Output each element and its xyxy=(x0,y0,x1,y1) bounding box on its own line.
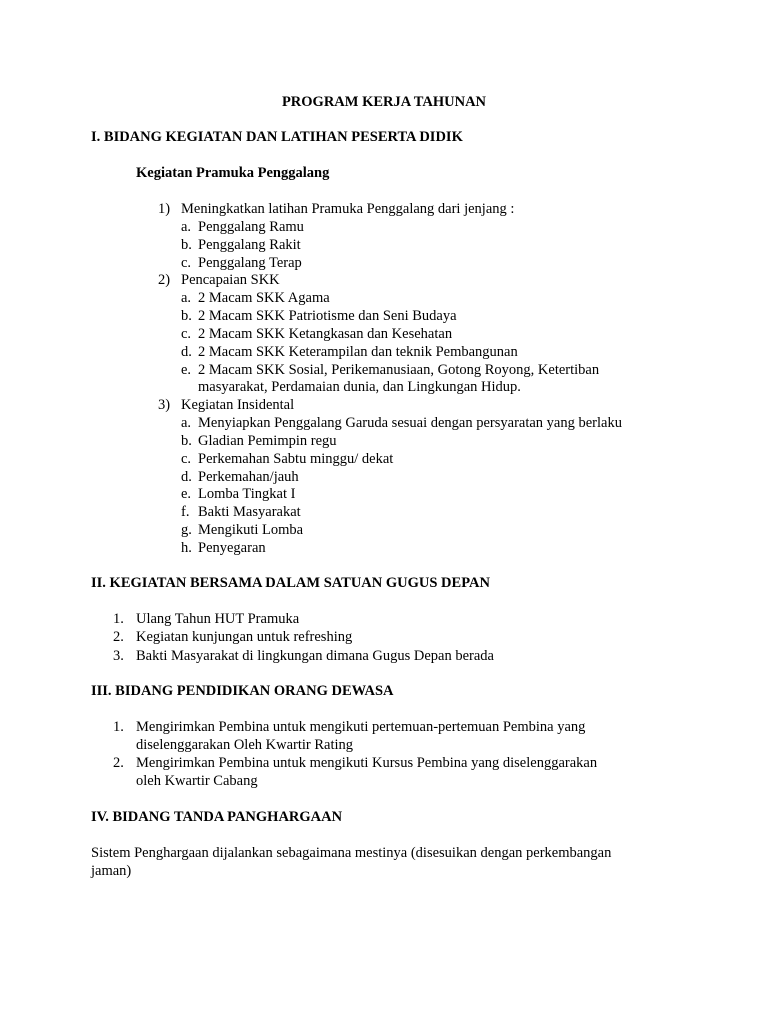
list-number: 1. xyxy=(113,719,124,735)
list-letter: c. xyxy=(181,326,192,342)
list-letter: b. xyxy=(181,433,192,449)
list-letter: e. xyxy=(181,486,192,502)
list-subitem: Penggalang Terap xyxy=(198,255,302,271)
list-subitem: Mengikuti Lomba xyxy=(198,522,304,538)
list-subitem: Lomba Tingkat I xyxy=(198,486,296,502)
list-letter: a. xyxy=(181,219,192,235)
list-letter: a. xyxy=(181,290,192,306)
paragraph-line: jaman) xyxy=(91,863,132,879)
list-number: 3) xyxy=(158,397,171,413)
list-subitem: Menyiapkan Penggalang Garuda sesuai dengan persyaratan yang berlaku xyxy=(198,415,622,431)
list-letter: c. xyxy=(181,451,192,467)
list-item-continuation: diselenggarakan Oleh Kwartir Rating xyxy=(136,737,354,753)
list-letter: e. xyxy=(181,362,192,378)
section-1-subheading: Kegiatan Pramuka Penggalang xyxy=(136,165,330,181)
document-title: PROGRAM KERJA TAHUNAN xyxy=(281,94,487,110)
list-number: 3. xyxy=(113,648,124,664)
list-subitem: 2 Macam SKK Agama xyxy=(198,290,330,306)
list-number: 2. xyxy=(113,755,124,771)
list-item: Ulang Tahun HUT Pramuka xyxy=(136,611,300,627)
list-letter: a. xyxy=(181,415,192,431)
list-subitem: Perkemahan/jauh xyxy=(198,469,299,485)
list-subitem-continuation: masyarakat, Perdamaian dunia, dan Lingkungan Hidup. xyxy=(198,379,521,395)
list-item: Mengirimkan Pembina untuk mengikuti Kursus Pembina yang diselenggarakan xyxy=(136,755,598,771)
list-subitem: 2 Macam SKK Keterampilan dan teknik Pembangunan xyxy=(198,344,518,360)
list-letter: c. xyxy=(181,255,192,271)
section-1-heading: I. BIDANG KEGIATAN DAN LATIHAN PESERTA DIDIK xyxy=(91,129,463,145)
list-letter: d. xyxy=(181,344,192,360)
list-number: 1. xyxy=(113,611,124,627)
list-item: Kegiatan Insidental xyxy=(181,397,295,413)
section-4-heading: IV. BIDANG TANDA PANGHARGAAN xyxy=(91,809,343,825)
list-subitem: Penyegaran xyxy=(198,540,266,556)
list-letter: g. xyxy=(181,522,192,538)
list-subitem: 2 Macam SKK Ketangkasan dan Kesehatan xyxy=(198,326,453,342)
list-number: 2. xyxy=(113,629,124,645)
list-item: Mengirimkan Pembina untuk mengikuti pertemuan-pertemuan Pembina yang xyxy=(136,719,586,735)
section-2-heading: II. KEGIATAN BERSAMA DALAM SATUAN GUGUS DEPAN xyxy=(91,575,490,591)
list-item: Meningkatkan latihan Pramuka Penggalang dari jenjang : xyxy=(181,201,515,217)
list-item-continuation: oleh Kwartir Cabang xyxy=(136,773,258,789)
list-letter: b. xyxy=(181,308,192,324)
list-letter: h. xyxy=(181,540,192,556)
list-subitem: 2 Macam SKK Patriotisme dan Seni Budaya xyxy=(198,308,457,324)
list-subitem: 2 Macam SKK Sosial, Perikemanusiaan, Gotong Royong, Ketertiban xyxy=(198,362,600,378)
section-3-heading: III. BIDANG PENDIDIKAN ORANG DEWASA xyxy=(91,683,394,699)
list-subitem: Penggalang Rakit xyxy=(198,237,301,253)
list-item: Pencapaian SKK xyxy=(181,272,280,288)
list-subitem: Bakti Masyarakat xyxy=(198,504,301,520)
list-number: 2) xyxy=(158,272,171,288)
list-subitem: Gladian Pemimpin regu xyxy=(198,433,337,449)
list-letter: d. xyxy=(181,469,192,485)
list-letter: b. xyxy=(181,237,192,253)
list-subitem: Perkemahan Sabtu minggu/ dekat xyxy=(198,451,394,467)
list-item: Bakti Masyarakat di lingkungan dimana Gugus Depan berada xyxy=(136,648,494,664)
list-number: 1) xyxy=(158,201,171,217)
list-letter: f. xyxy=(181,504,190,520)
list-item: Kegiatan kunjungan untuk refreshing xyxy=(136,629,353,645)
paragraph-line: Sistem Penghargaan dijalankan sebagaimana mestinya (disesuikan dengan perkembangan xyxy=(91,845,612,861)
list-subitem: Penggalang Ramu xyxy=(198,219,304,235)
